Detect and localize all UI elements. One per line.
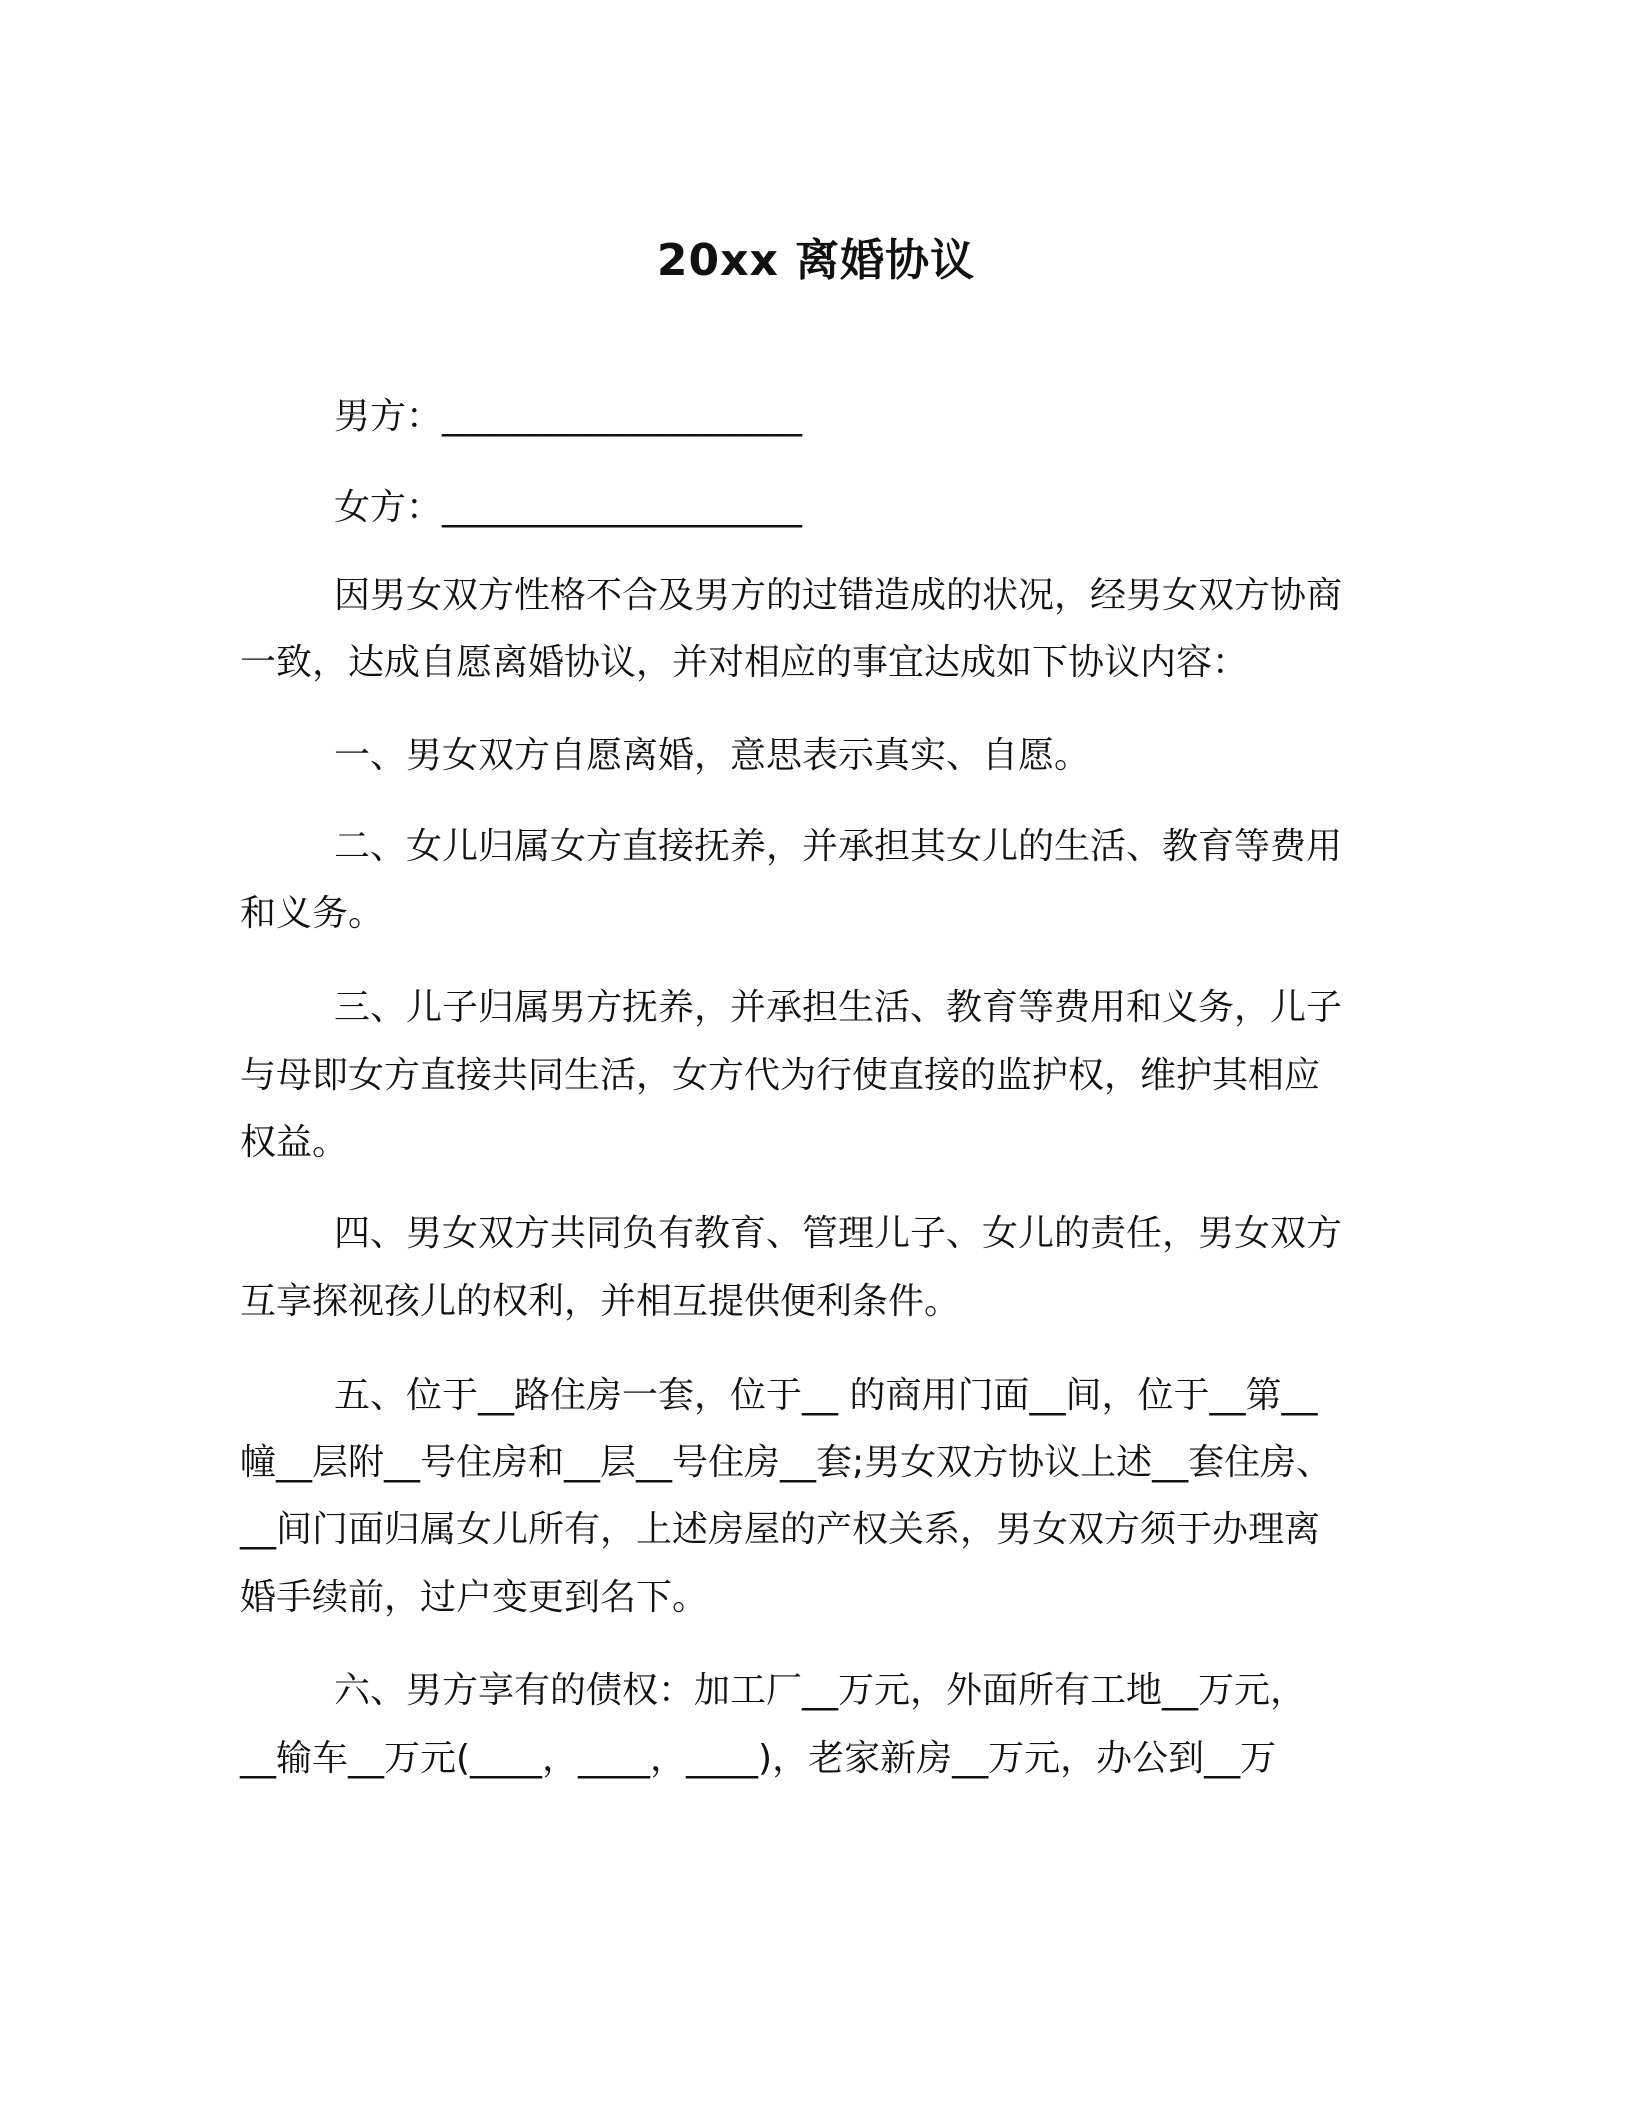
clause-1-line-1: 一、男女双方自愿离婚，意思表示真实、自愿。 xyxy=(334,735,1091,776)
intro-line-1: 因男女双方性格不合及男方的过错造成的状况，经男女双方协商 xyxy=(334,575,1343,616)
clause-6-line-1: 六、男方享有的债权：加工厂__万元，外面所有工地__万元， xyxy=(334,1670,1307,1711)
clause-5-line-2: 幢__层附__号住房和__层__号住房__套;男女双方协议上述__套住房、 xyxy=(240,1442,1333,1483)
clause-4-line-2: 互享探视孩儿的权利，并相互提供便利条件。 xyxy=(240,1281,961,1322)
document-title: 20xx 离婚协议 xyxy=(656,235,976,286)
clause-3-line-2: 与母即女方直接共同生活，女方代为行使直接的监护权，维护其相应 xyxy=(240,1055,1321,1096)
intro-line-2: 一致，达成自愿离婚协议，并对相应的事宜达成如下协议内容： xyxy=(240,642,1249,683)
male-party-label: 男方： xyxy=(334,396,443,437)
clause-4-line-1: 四、男女双方共同负有教育、管理儿子、女儿的责任，男女双方 xyxy=(334,1213,1343,1254)
female-party-label: 女方： xyxy=(334,487,443,528)
male-party-blank: ____________________ xyxy=(442,396,803,437)
clause-5-line-4: 婚手续前，过户变更到名下。 xyxy=(240,1577,709,1618)
clause-3-line-3: 权益。 xyxy=(240,1122,349,1163)
clause-6-line-2: __输车__万元(____，____，____)，老家新房__万元，办公到__万 xyxy=(240,1738,1277,1779)
female-party-blank: ____________________ xyxy=(442,487,803,528)
female-party-field xyxy=(334,484,802,532)
clause-5-line-1: 五、位于__路住房一套，位于__ 的商用门面__间，位于__第__ xyxy=(334,1375,1318,1416)
male-party-field xyxy=(334,393,802,441)
clause-5-line-3: __间门面归属女儿所有，上述房屋的产权关系，男女双方须于办理离 xyxy=(240,1509,1321,1550)
clause-3-line-1: 三、儿子归属男方抚养，并承担生活、教育等费用和义务，儿子 xyxy=(334,987,1343,1028)
clause-2-line-1: 二、女儿归属女方直接抚养，并承担其女儿的生活、教育等费用 xyxy=(334,826,1343,867)
clause-2-line-2: 和义务。 xyxy=(240,893,385,934)
